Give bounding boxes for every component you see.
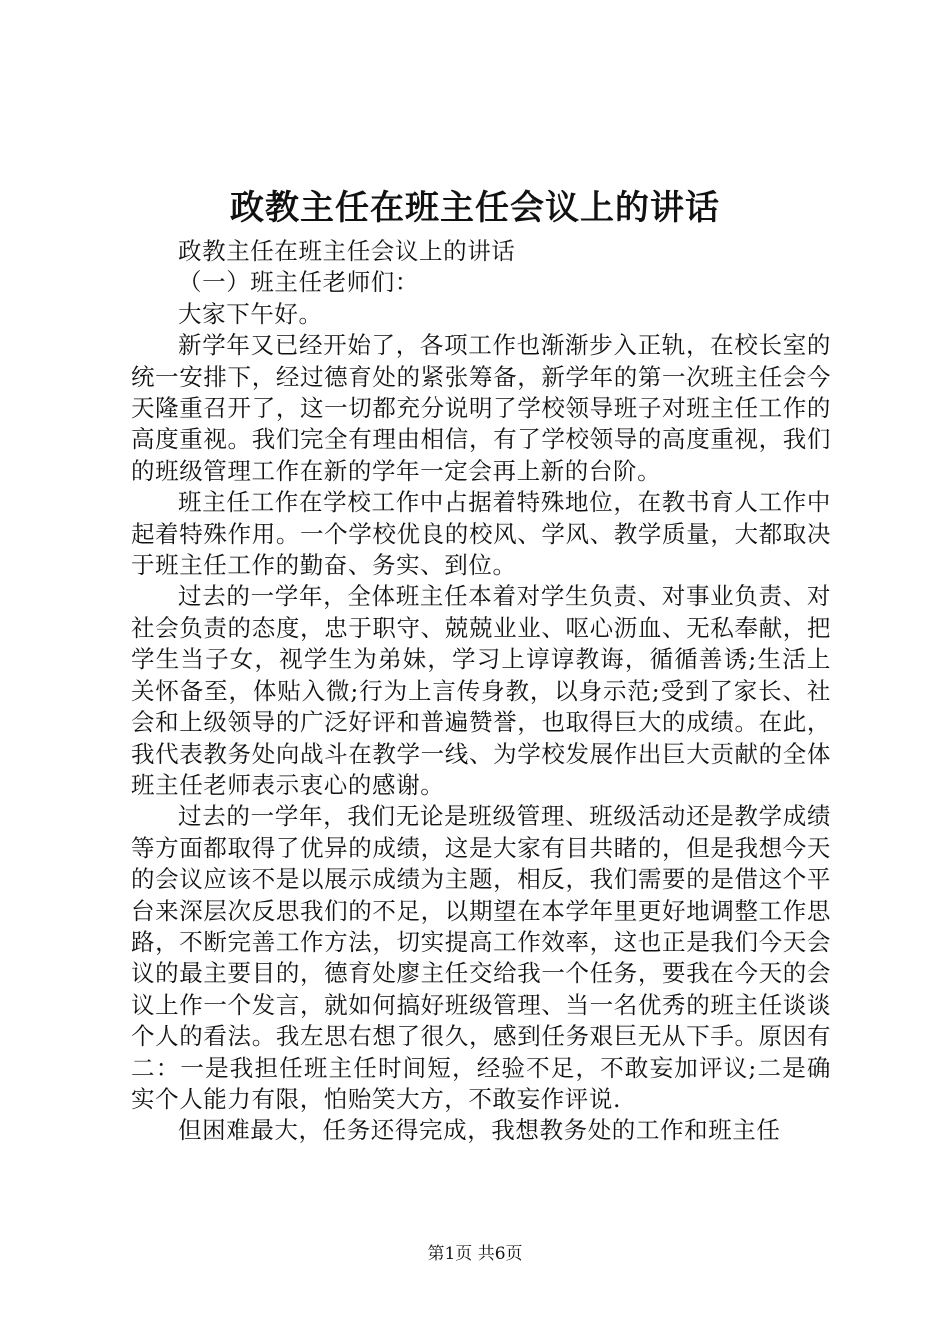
paragraph: 但困难最大，任务还得完成，我想教务处的工作和班主任: [178, 1116, 781, 1145]
paragraph: 新学年又已经开始了，各项工作也渐渐步入正轨，在校长室的统一安排下，经过德育处的紧张筹备，新学年的第一次班主任会今天隆重召开了，这一切都充分说明了学校领导班子对班主任工作的高度重视。我们完全有理由相信，有了学校领导的高度重视，我们的班级管理工作在新的学年一定会再上新的台阶。: [131, 331, 831, 485]
paragraph: 班主任工作在学校工作中占据着特殊地位，在教书育人工作中起着特殊作用。一个学校优良的校风、学风、教学质量，大都取决于班主任工作的勤奋、务实、到位。: [131, 488, 831, 580]
document-body: [131, 236, 831, 1147]
paragraph: 政教主任在班主任会议上的讲话: [178, 237, 516, 265]
paragraph: 过去的一学年，全体班主任本着对学生负责、对事业负责、对社会负责的态度，忠于职守、兢兢业业、呕心沥血、无私奉献，把学生当子女，视学生为弟妹，学习上谆谆教诲，循循善诱;生活上关怀备至，体贴入微;行为上言传身教，以身示范;受到了家长、社会和上级领导的广泛好评和普遍赞誉，也取得巨大的成绩。在此，我代表教务处向战斗在教学一线、为学校发展作出巨大贡献的全体班主任老师表示衷心的感谢。: [131, 582, 831, 799]
paragraph: 大家下午好。: [178, 299, 323, 328]
document-title: 政教主任在班主任会议上的讲话: [230, 188, 720, 228]
paragraph: 过去的一学年，我们无论是班级管理、班级活动还是教学成绩等方面都取得了优异的成绩，这是大家有目共睹的，但是我想今天的会议应该不是以展示成绩为主题，相反，我们需要的是借这个平台来深层次反思我们的不足，以期望在本学年里更好地调整工作思路，不断完善工作方法，切实提高工作效率，这也正是我们今天会议的最主要目的，德育处廖主任交给我一个任务，要我在今天的会议上作一个发言，就如何搞好班级管理、当一名优秀的班主任谈谈个人的看法。我左思右想了很久，感到任务艰巨无从下手。原因有二：一是我担任班主任时间短，经验不足，不敢妄加评议;二是确实个人能力有限，怕贻笑大方，不敢妄作评说.: [131, 802, 831, 1113]
page-number-footer: 第1页 共6页: [427, 1244, 523, 1264]
paragraph: （一）班主任老师们：: [178, 268, 419, 297]
